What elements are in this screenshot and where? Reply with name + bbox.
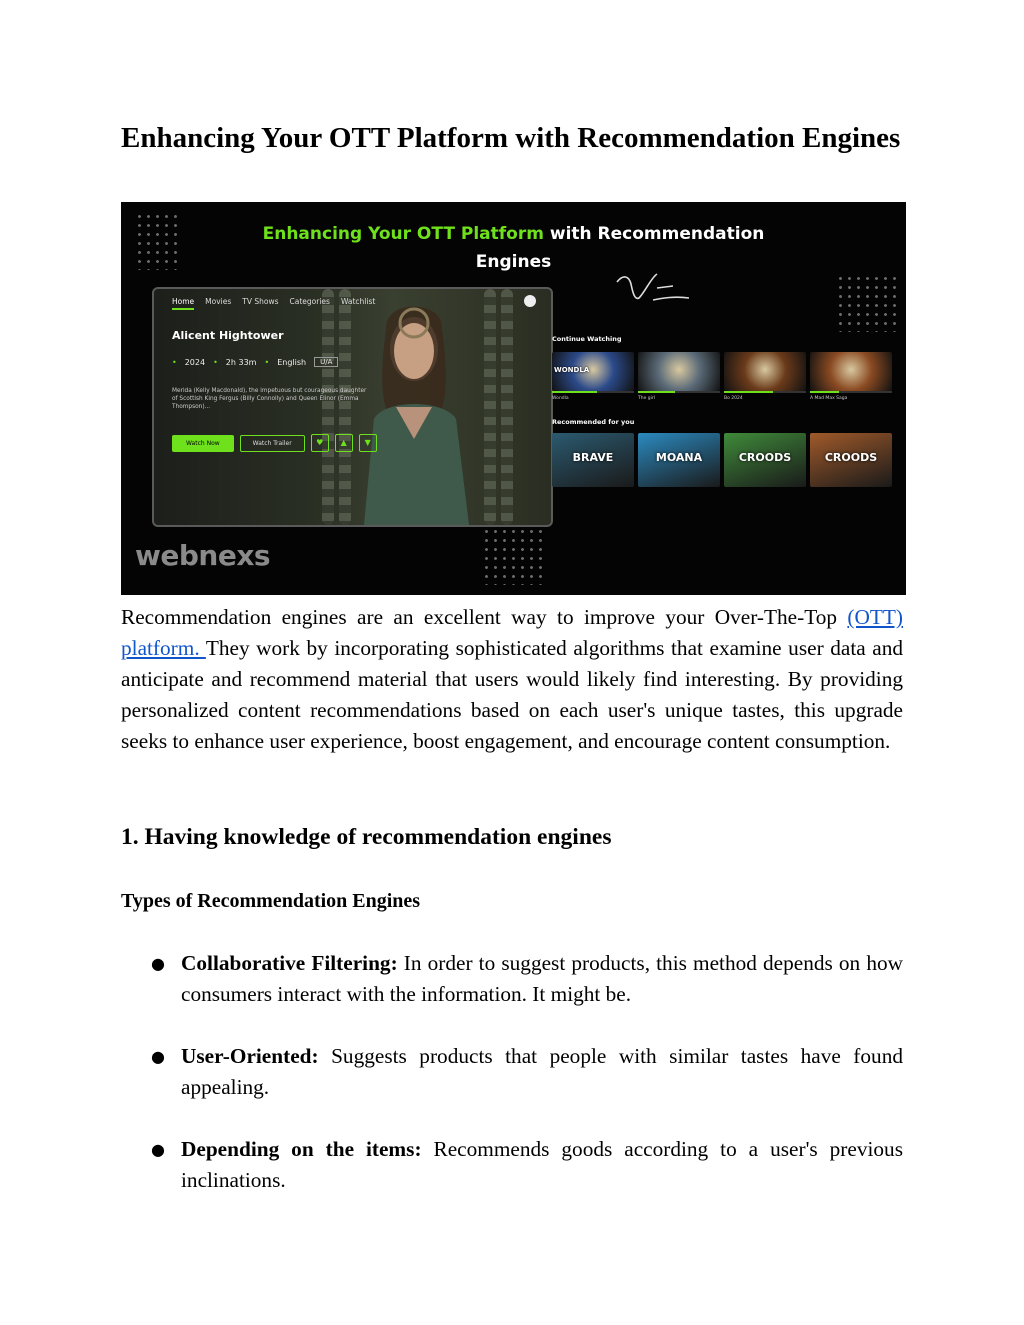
nav-item-tv-shows: TV Shows <box>242 297 279 306</box>
banner-image <box>121 202 906 595</box>
thumbs-up-icon: ▲ <box>335 434 353 452</box>
bullet-text: Suggests products that people with similar tastes have found appealing. <box>181 1044 903 1099</box>
banner-heading-green: Enhancing Your OTT Platform <box>262 224 544 244</box>
banner-heading <box>121 220 906 276</box>
continue-watching-thumb <box>638 352 720 391</box>
bullet-icon: ● <box>151 954 165 973</box>
brand-logo: webnexs <box>135 539 271 572</box>
bullet-term: Depending on the items: <box>181 1137 422 1161</box>
avatar-icon <box>524 295 536 307</box>
meta-language: English <box>277 357 307 367</box>
recommended-thumb <box>810 433 892 487</box>
banner-heading-white: with Recommendation <box>543 224 765 244</box>
meta-duration: 2h 33m <box>225 357 257 367</box>
section-heading: 1. Having knowledge of recommendation engines <box>121 824 612 850</box>
progress-bar <box>552 391 597 393</box>
hero-actions <box>172 434 377 452</box>
hero-title: Alicent Hightower <box>172 329 284 342</box>
dot-pattern <box>482 527 542 585</box>
intro-text-start: Recommendation engines are an excellent way to improve your Over-The-Top <box>121 605 848 629</box>
bullet-text: Recommends goods according to a user's previous inclinations. <box>181 1137 903 1192</box>
intro-paragraph <box>121 602 903 757</box>
continue-watching-thumb <box>810 352 892 391</box>
intro-text-end: They work by incorporating sophisticated algorithms that examine user data and anticipate and recommend material that users would likely find interesting. By providing personalized content recommendations based on each user's unique tastes, this upgrade seeks to enhance user experience, boost engagement, and encourage content consumption. <box>121 636 903 753</box>
thumb-caption: A Mad Max Saga <box>810 396 848 401</box>
banner-heading-line2: Engines <box>475 252 552 272</box>
thumbs-down-icon: ▼ <box>359 434 377 452</box>
recommended-label: Recommended for you <box>552 418 635 426</box>
thumb-caption: Wondla <box>552 396 569 401</box>
bullet-icon: ● <box>151 1140 165 1159</box>
thumb-caption: The girl <box>638 396 656 401</box>
thumb-title: CROODS <box>824 451 878 464</box>
watch-now-button: Watch Now <box>172 435 234 452</box>
watch-trailer-button: Watch Trailer <box>240 435 305 452</box>
nav-item-home: Home <box>172 297 194 310</box>
nav-item-movies: Movies <box>205 297 232 306</box>
meta-dot: • <box>172 357 177 367</box>
bullet-text: In order to suggest products, this method depends on how consumers interact with the information. It might be. <box>181 951 903 1006</box>
rating-badge: U/A <box>314 357 338 367</box>
heart-icon: ♥ <box>311 434 329 452</box>
continue-watching-thumb <box>552 352 634 391</box>
bullet-term: User-Oriented: <box>181 1044 319 1068</box>
progress-bar <box>724 391 773 393</box>
hero-meta <box>172 357 338 367</box>
dot-pattern <box>836 274 896 332</box>
hero-nav <box>172 297 375 310</box>
nav-item-watchlist: Watchlist <box>340 297 376 306</box>
nav-item-categories: Categories <box>289 297 330 306</box>
hero-card <box>152 287 553 527</box>
subheading: Types of Recommendation Engines <box>121 890 421 912</box>
scribble-icon <box>613 270 693 325</box>
bullet-term: Collaborative Filtering: <box>181 951 398 975</box>
thumb-title: MOANA <box>655 451 703 464</box>
ott-platform-link[interactable]: (OTT) platform. <box>121 605 903 660</box>
pillar <box>501 289 513 525</box>
continue-watching-label: Continue Watching <box>552 335 622 343</box>
document-title: Enhancing Your OTT Platform with Recommendation Engines <box>121 122 901 154</box>
thumb-title: WONDLA <box>554 366 590 374</box>
recommended-thumb <box>552 433 634 487</box>
hero-description: Merida (Kelly Macdonald), the impetuous but courageous daughter of Scottish King Fergus (Billy Connolly) and Queen Elinor (Emma Thompson)... <box>172 388 367 410</box>
progress-bar <box>638 391 675 393</box>
thumb-title: CROODS <box>738 451 792 464</box>
recommended-thumb <box>724 433 806 487</box>
meta-dot: • <box>264 357 270 367</box>
recommended-thumb <box>638 433 720 487</box>
meta-dot: • <box>213 357 218 367</box>
thumb-caption: Bo 2024 <box>724 396 743 401</box>
continue-watching-thumb <box>724 352 806 391</box>
meta-year: 2024 <box>184 357 206 367</box>
bullet-icon: ● <box>151 1047 165 1066</box>
thumb-title: BRAVE <box>572 451 614 464</box>
progress-bar <box>810 391 839 393</box>
